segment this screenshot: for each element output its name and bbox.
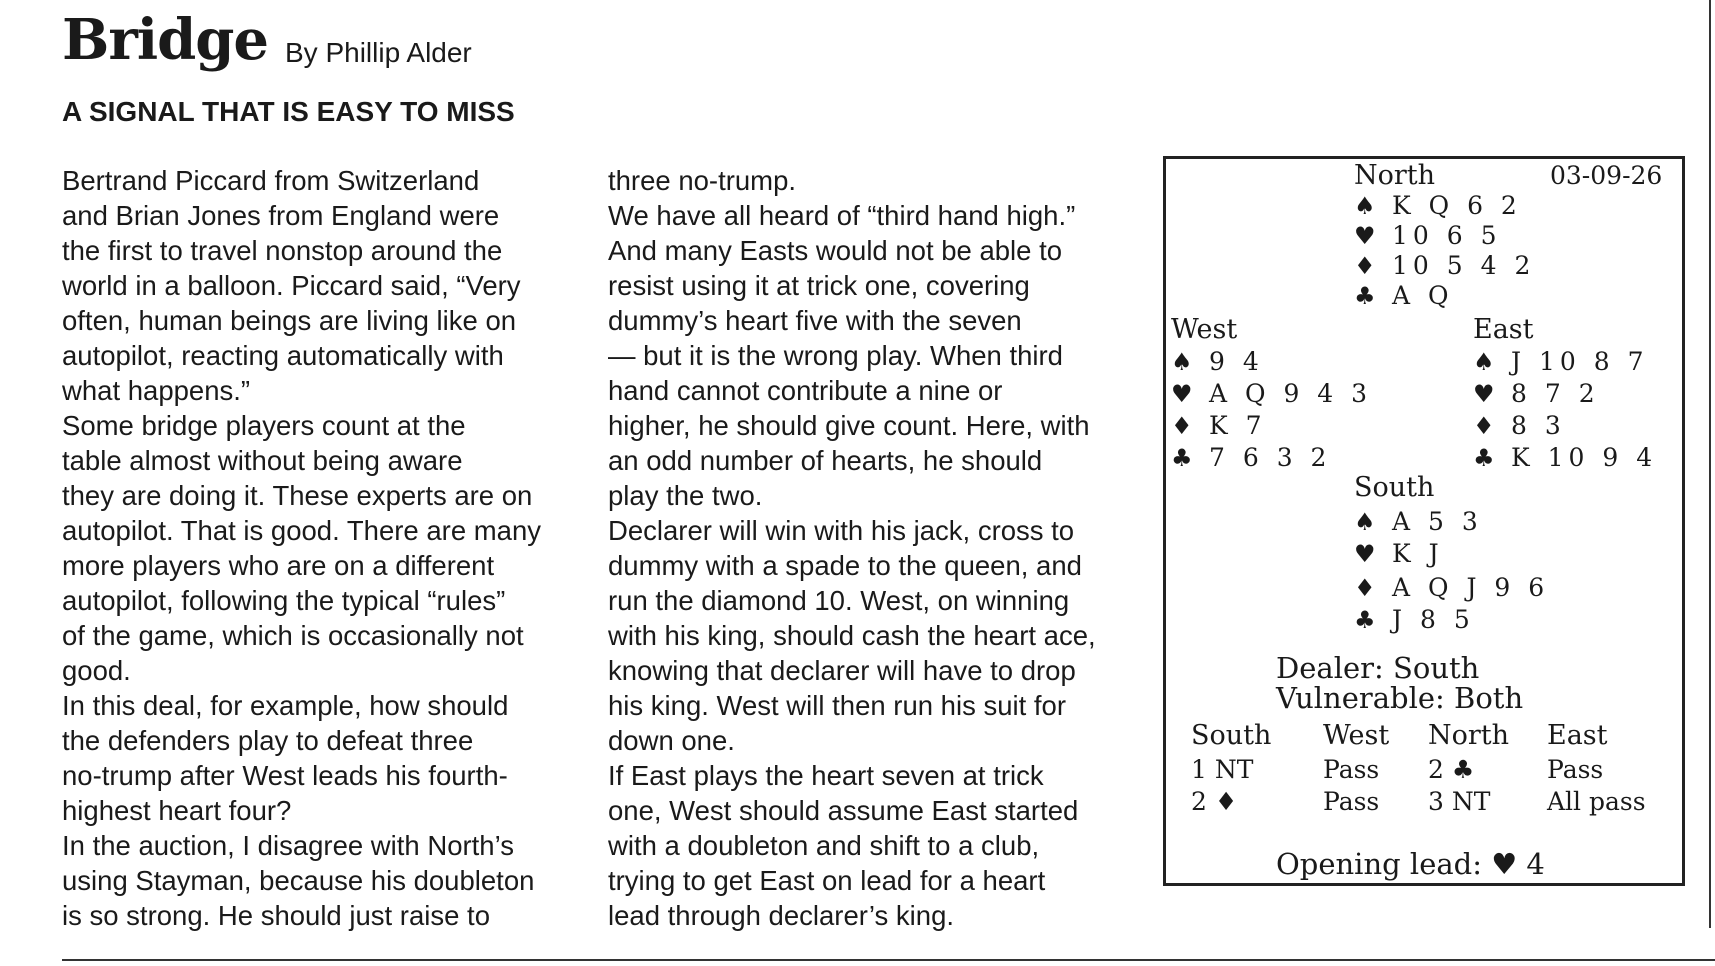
- auction-header-west: West: [1323, 720, 1390, 751]
- text-line: more players who are on a different: [62, 550, 495, 581]
- right-border-rule: [1709, 0, 1711, 928]
- text-line: an odd number of hearts, he should: [608, 445, 1043, 476]
- text-line: with his king, should cash the heart ace,: [608, 620, 1096, 651]
- text-line: one, West should assume East started: [608, 795, 1079, 826]
- text-line: — but it is the wrong play. When third: [608, 340, 1063, 371]
- bid-north-2: 3 NT: [1428, 787, 1491, 816]
- diamond-icon: ♦: [1171, 412, 1193, 440]
- auction-header-north: North: [1428, 720, 1510, 751]
- text-line: they are doing it. These experts are on: [62, 480, 533, 511]
- bid-west-1: Pass: [1323, 755, 1380, 784]
- spade-icon: ♠: [1354, 192, 1376, 220]
- deal-date: 03-09-26: [1550, 161, 1663, 190]
- club-icon: ♣: [1171, 444, 1193, 472]
- diamond-icon: ♦: [1354, 574, 1376, 602]
- east-clubs: ♣ K 10 9 4: [1473, 443, 1658, 472]
- club-icon: ♣: [1473, 444, 1495, 472]
- diamond-icon: ♦: [1214, 787, 1238, 816]
- east-hearts: ♥ 8 7 2: [1473, 379, 1600, 408]
- text-line: trying to get East on lead for a heart: [608, 865, 1046, 896]
- text-line: run the diamond 10. West, on winning: [608, 585, 1070, 616]
- text-line: In this deal, for example, how should: [62, 690, 509, 721]
- text-line: If East plays the heart seven at trick: [608, 760, 1044, 791]
- text-line: We have all heard of “third hand high.”: [608, 200, 1076, 231]
- byline: By Phillip Alder: [285, 37, 472, 68]
- diamond-icon: ♦: [1354, 252, 1376, 280]
- east-diamonds: ♦ 8 3: [1473, 411, 1566, 440]
- text-line: down one.: [608, 725, 735, 756]
- east-label: East: [1473, 314, 1534, 345]
- bid-east-1: Pass: [1547, 755, 1604, 784]
- text-line: the defenders play to defeat three: [62, 725, 474, 756]
- text-line: table almost without being aware: [62, 445, 463, 476]
- text-line: with a doubleton and shift to a club,: [608, 830, 1040, 861]
- club-icon: ♣: [1451, 755, 1475, 784]
- heart-icon: ♥: [1171, 380, 1193, 408]
- bid-west-2: Pass: [1323, 787, 1380, 816]
- west-clubs: ♣ 7 6 3 2: [1171, 443, 1332, 472]
- text-line: is so strong. He should just raise to: [62, 900, 490, 931]
- bid-north-1: 2 ♣: [1428, 755, 1475, 784]
- text-line: autopilot, following the typical “rules”: [62, 585, 506, 616]
- club-icon: ♣: [1354, 606, 1376, 634]
- text-line: three no-trump.: [608, 165, 797, 196]
- text-line: often, human beings are living like on: [62, 305, 517, 336]
- text-line: dummy with a spade to the queen, and: [608, 550, 1082, 581]
- heart-icon: ♥: [1354, 540, 1376, 568]
- text-line: dummy’s heart five with the seven: [608, 305, 1022, 336]
- text-line: hand cannot contribute a nine or: [608, 375, 1003, 406]
- west-spades: ♠ 9 4: [1171, 347, 1264, 376]
- west-label: West: [1171, 314, 1238, 345]
- north-diamonds: ♦ 10 5 4 2: [1354, 251, 1536, 280]
- text-line: resist using it at trick one, covering: [608, 270, 1030, 301]
- text-line: higher, he should give count. Here, with: [608, 410, 1090, 441]
- text-line: highest heart four?: [62, 795, 292, 826]
- heart-icon: ♥: [1354, 222, 1376, 250]
- text-line: autopilot, reacting automatically with: [62, 340, 504, 371]
- text-line: and Brian Jones from England were: [62, 200, 500, 231]
- bottom-border-rule: [62, 959, 1715, 961]
- south-label: South: [1354, 472, 1435, 503]
- article-column-1: [62, 163, 541, 933]
- text-line: autopilot. That is good. There are many: [62, 515, 541, 546]
- spade-icon: ♠: [1473, 348, 1495, 376]
- text-line: Declarer will win with his jack, cross to: [608, 515, 1075, 546]
- text-line: no-trump after West leads his fourth-: [62, 760, 508, 791]
- column-title: Bridge: [62, 7, 269, 73]
- bid-east-2: All pass: [1547, 787, 1646, 816]
- club-icon: ♣: [1354, 282, 1376, 310]
- text-line: his king. West will then run his suit for: [608, 690, 1067, 721]
- text-line: knowing that declarer will have to drop: [608, 655, 1076, 686]
- west-diamonds: ♦ K 7: [1171, 411, 1267, 440]
- headline: A SIGNAL THAT IS EASY TO MISS: [62, 96, 515, 127]
- text-line: lead through declarer’s king.: [608, 900, 955, 931]
- south-diamonds: ♦ A Q J 9 6: [1354, 573, 1550, 602]
- north-hearts: ♥ 10 6 5: [1354, 221, 1502, 250]
- spade-icon: ♠: [1354, 508, 1376, 536]
- heart-icon: ♥: [1491, 847, 1518, 881]
- bid-south-1: 1 NT: [1191, 755, 1254, 784]
- north-clubs: ♣ A Q: [1354, 281, 1454, 310]
- opening-lead: Opening lead: ♥ 4: [1276, 847, 1545, 881]
- south-clubs: ♣ J 8 5: [1354, 605, 1475, 634]
- text-line: using Stayman, because his doubleton: [62, 865, 535, 896]
- text-line: what happens.”: [62, 375, 251, 406]
- west-hearts: ♥ A Q 9 4 3: [1171, 379, 1373, 408]
- auction-header-south: South: [1191, 720, 1272, 751]
- dealer: Dealer: South: [1276, 651, 1480, 685]
- bridge-deal-diagram: [1163, 156, 1685, 886]
- text-line: of the game, which is occasionally not: [62, 620, 524, 651]
- article-column-2: [608, 163, 1096, 933]
- text-line: In the auction, I disagree with North’s: [62, 830, 514, 861]
- south-hearts: ♥ K J: [1354, 539, 1444, 568]
- diamond-icon: ♦: [1473, 412, 1495, 440]
- vulnerable: Vulnerable: Both: [1276, 681, 1524, 715]
- north-label: North: [1354, 160, 1436, 191]
- auction-header-east: East: [1547, 720, 1608, 751]
- north-spades: ♠ K Q 6 2: [1354, 191, 1522, 220]
- spade-icon: ♠: [1171, 348, 1193, 376]
- text-line: Some bridge players count at the: [62, 410, 466, 441]
- text-line: play the two.: [608, 480, 763, 511]
- bid-south-2: 2 ♦: [1191, 787, 1238, 816]
- south-spades: ♠ A 5 3: [1354, 507, 1483, 536]
- heart-icon: ♥: [1473, 380, 1495, 408]
- text-line: the first to travel nonstop around the: [62, 235, 503, 266]
- text-line: good.: [62, 655, 131, 686]
- text-line: And many Easts would not be able to: [608, 235, 1063, 266]
- east-spades: ♠ J 10 8 7: [1473, 347, 1649, 376]
- text-line: Bertrand Piccard from Switzerland: [62, 165, 480, 196]
- text-line: world in a balloon. Piccard said, “Very: [62, 270, 521, 301]
